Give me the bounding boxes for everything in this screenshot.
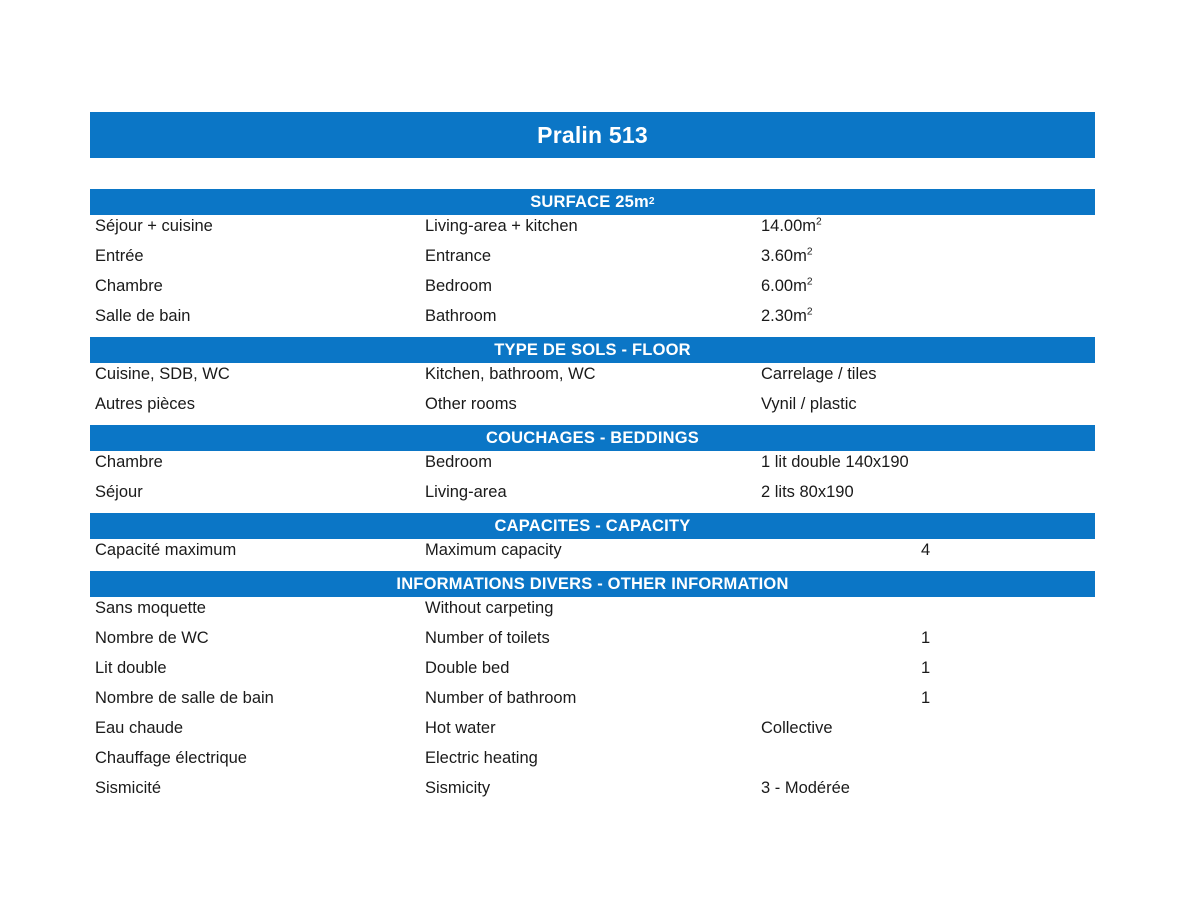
- row-label-fr: Cuisine, SDB, WC: [95, 365, 230, 383]
- row-value-text: Carrelage / tiles: [761, 365, 877, 383]
- row-label-fr: Chambre: [95, 453, 163, 471]
- row-value-text: 6.00m: [761, 277, 807, 295]
- section-heading-text: TYPE DE SOLS - FLOOR: [494, 340, 691, 359]
- row-label-fr: Chambre: [95, 277, 163, 295]
- info-sheet: [90, 112, 1095, 809]
- table-row: [90, 307, 1095, 337]
- row-label-en: Electric heating: [425, 749, 538, 767]
- row-label-fr: Chauffage électrique: [95, 749, 247, 767]
- row-value: [761, 365, 1095, 384]
- section: [90, 337, 1095, 425]
- section-heading: [90, 571, 1095, 597]
- section-rows: [90, 363, 1095, 425]
- row-value: [761, 217, 1095, 236]
- section: [90, 189, 1095, 337]
- table-row: [90, 599, 1095, 629]
- row-value-text: Collective: [761, 719, 833, 737]
- row-label-en: Maximum capacity: [425, 541, 562, 559]
- row-label-fr: Nombre de salle de bain: [95, 689, 274, 707]
- row-value-text: 3 - Modérée: [761, 779, 850, 797]
- row-label-en: Sismicity: [425, 779, 491, 797]
- row-value: [761, 277, 1095, 296]
- table-row: [90, 541, 1095, 571]
- row-label-en: Other rooms: [425, 395, 517, 413]
- row-label-en: Kitchen, bathroom, WC: [425, 365, 596, 383]
- row-value: [761, 247, 1095, 266]
- row-value: [761, 779, 1095, 798]
- section-rows: [90, 451, 1095, 513]
- table-row: [90, 719, 1095, 749]
- table-row: [90, 483, 1095, 513]
- table-row: [90, 779, 1095, 809]
- row-value: [761, 689, 1095, 708]
- row-value: [761, 659, 1095, 678]
- row-value: [761, 483, 1095, 502]
- row-label-en: Living-area: [425, 483, 507, 501]
- row-label-en: Bathroom: [425, 307, 497, 325]
- row-value-text: 1 lit double 140x190: [761, 453, 909, 471]
- table-row: [90, 217, 1095, 247]
- row-label-fr: Autres pièces: [95, 395, 195, 413]
- table-row: [90, 277, 1095, 307]
- section-heading: SURFACE 25m 2: [90, 189, 1095, 215]
- row-label-fr: Sismicité: [95, 779, 162, 797]
- row-value: [761, 629, 1095, 648]
- row-label-en: Entrance: [425, 247, 492, 265]
- row-label-en: Number of toilets: [425, 629, 550, 647]
- row-value: [761, 395, 1095, 414]
- row-label-en: Living-area + kitchen: [425, 217, 578, 235]
- row-label-fr: Entrée: [95, 247, 144, 265]
- row-label-en: Number of bathroom: [425, 689, 577, 707]
- row-label-fr: Capacité maximum: [95, 541, 237, 559]
- row-value-text: 14.00m: [761, 217, 817, 235]
- sections-container: [90, 189, 1095, 809]
- row-label-fr: Sans moquette: [95, 599, 206, 617]
- table-row: [90, 749, 1095, 779]
- row-value-text: 1: [921, 629, 931, 647]
- row-value-text: 2 lits 80x190: [761, 483, 854, 501]
- row-value-superscript: 2: [816, 216, 822, 228]
- row-label-fr: Nombre de WC: [95, 629, 209, 647]
- section-heading-text: COUCHAGES - BEDDINGS: [485, 428, 699, 447]
- row-value: [761, 719, 1095, 738]
- row-label-fr: Eau chaude: [95, 719, 184, 737]
- section-heading-text: CAPACITES - CAPACITY: [494, 516, 691, 535]
- row-label-en: Hot water: [425, 719, 496, 737]
- row-value: [761, 541, 1095, 560]
- row-label-fr: Salle de bain: [95, 307, 191, 325]
- row-label-fr: Lit double: [95, 659, 167, 677]
- section: [90, 513, 1095, 571]
- row-value-text: Vynil / plastic: [761, 395, 857, 413]
- section-rows: [90, 597, 1095, 809]
- table-row: [90, 365, 1095, 395]
- title-spacer: [90, 158, 1095, 189]
- section: [90, 571, 1095, 809]
- section: [90, 425, 1095, 513]
- row-label-fr: Séjour: [95, 483, 143, 501]
- table-row: [90, 689, 1095, 719]
- section-heading-text: INFORMATIONS DIVERS - OTHER INFORMATION: [396, 574, 789, 593]
- row-value-text: 2.30m: [761, 307, 807, 325]
- row-value-text: 4: [921, 541, 931, 559]
- row-value: [761, 453, 1095, 472]
- row-label-en: Double bed: [425, 659, 510, 677]
- row-value-superscript: 2: [806, 246, 813, 258]
- row-value-text: 1: [921, 689, 931, 707]
- row-label-en: Bedroom: [425, 453, 492, 471]
- page-title-text: Pralin 513: [537, 121, 648, 148]
- section-heading: [90, 425, 1095, 451]
- row-label-en: Bedroom: [425, 277, 492, 295]
- section-rows: [90, 539, 1095, 571]
- table-row: [90, 395, 1095, 425]
- section-heading: [90, 337, 1095, 363]
- section-heading-text: SURFACE 25m: [530, 192, 649, 211]
- row-value-text: 3.60m: [761, 247, 807, 265]
- table-row: [90, 453, 1095, 483]
- row-value-superscript: 2: [806, 276, 813, 288]
- section-rows: [90, 215, 1095, 337]
- table-row: [90, 629, 1095, 659]
- table-row: [90, 247, 1095, 277]
- row-label-en: Without carpeting: [425, 599, 554, 617]
- row-value-text: 1: [921, 659, 931, 677]
- row-value: [761, 307, 1095, 326]
- row-value-superscript: 2: [806, 306, 813, 318]
- row-label-fr: Séjour + cuisine: [95, 217, 213, 235]
- table-row: [90, 659, 1095, 689]
- page-title: [90, 112, 1095, 158]
- section-heading: [90, 513, 1095, 539]
